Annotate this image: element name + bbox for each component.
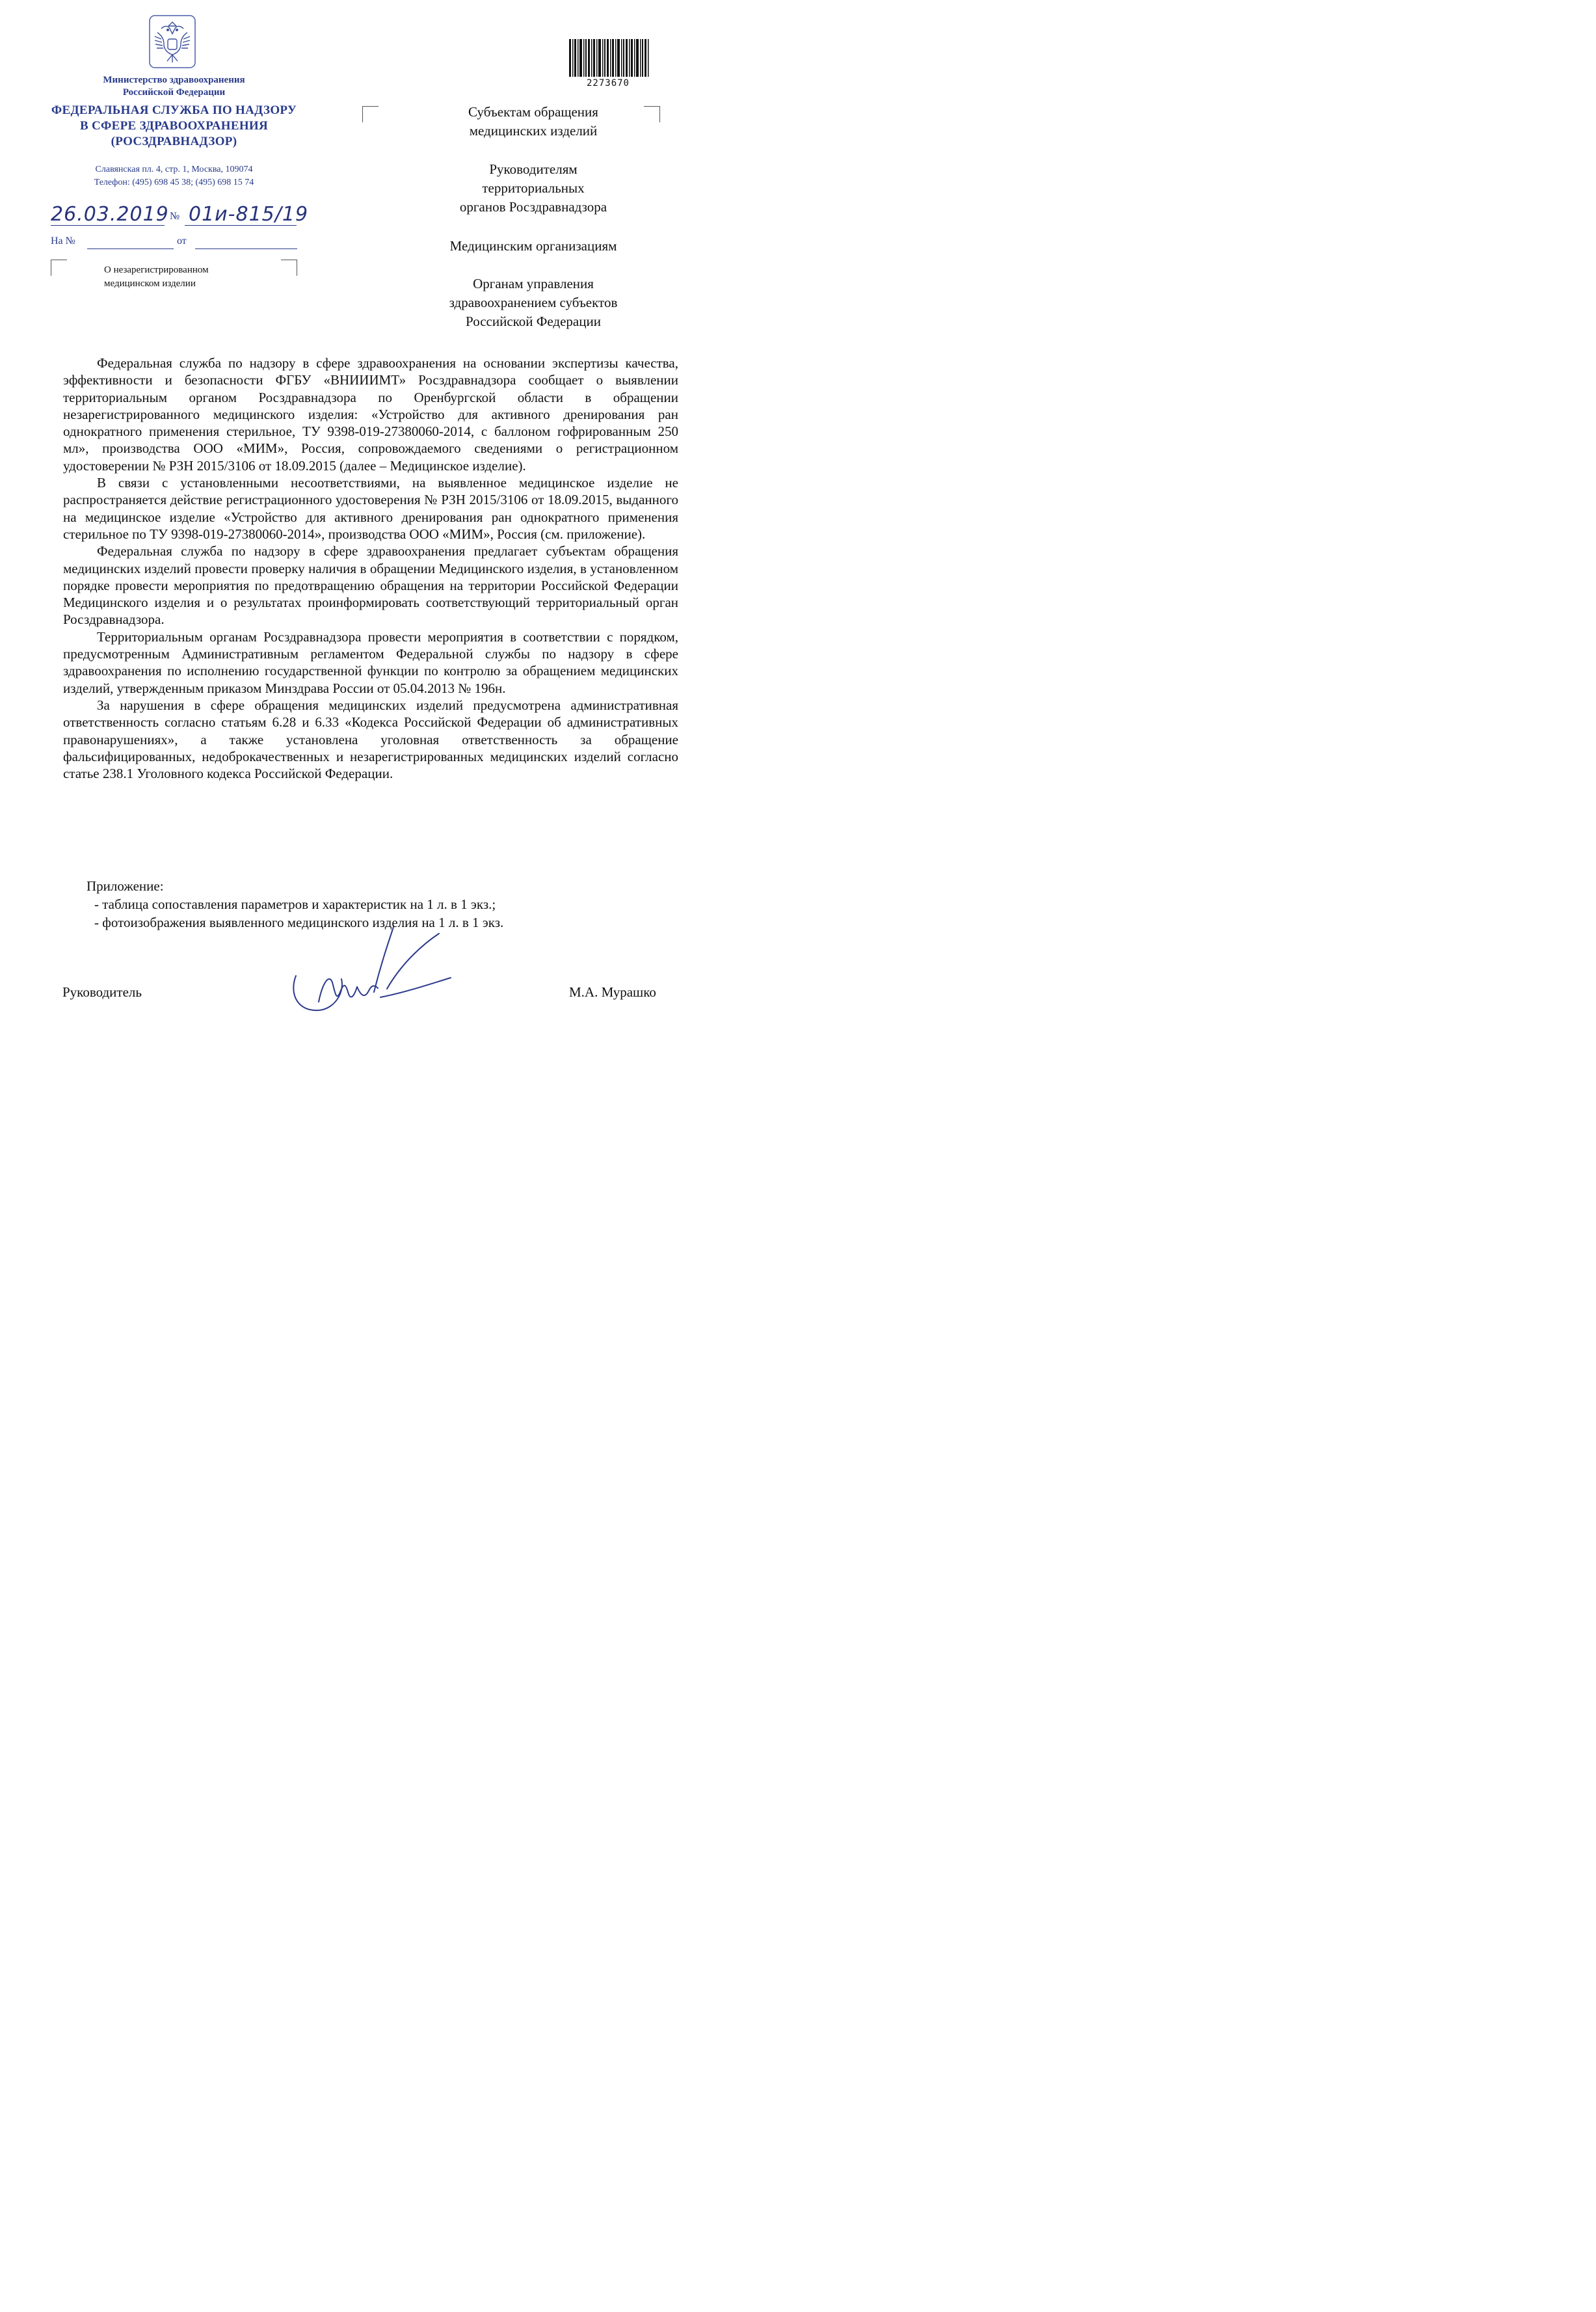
recipient-subjects	[397, 103, 670, 141]
document-date: 26.03.2019	[51, 203, 169, 226]
body-paragraph-4: Территориальным органам Росздравнадзора провести мероприятия в соответствии с порядком, предусмотренным Административным регламентом Федеральной службы по надзору в сфере здравоохранения по исполнению государственной функции по контролю за обращением медицинских изделий, утвержденным приказом Минздрава России от 05.04.2013 № 196н.	[63, 628, 678, 696]
subject-block	[104, 263, 273, 291]
phone-line: Телефон: (495) 698 45 38; (495) 698 15 74	[94, 178, 254, 187]
body-paragraph-2: В связи с установленными несоответствиями, на выявленное медицинское изделие не распространяется действие регистрационного удостоверения № РЗН 2015/3106 от 18.09.2015, выданного на медицинское изделие «Устройство для активного дренирования ран однократного применения стерильное по ТУ 9398-019-27380060-2014», производства ООО «МИМ», Россия (см. приложение).	[63, 475, 678, 542]
recipient-2-line-3: органов Росздравнадзора	[459, 199, 607, 215]
service-name	[39, 103, 309, 150]
attachment-item-2: - фотоизображения выявленного медицинского изделия на 1 л. в 1 экз.	[94, 915, 504, 930]
recipient-medical-orgs	[397, 237, 670, 256]
reference-underline	[87, 248, 174, 249]
body-paragraph-1: Федеральная служба по надзору в сфере здравоохранения на основании экспертизы качества, эффективности и безопасности ФГБУ «ВНИИИМТ» Росздравнадзора сообщает о выявлении территориальным органом Росздравнадзора по Оренбургской области в обращении незарегистрированного медицинского изделия: «Устройство для активного дренирования ран однократного применения стерильное, ТУ 9398-019-27380060-2014, с баллоном гофрированным 250 мл», производства ООО «МИМ», Россия, сопровождаемого сведениями о регистрационном удостоверении № РЗН 2015/3106 от 18.09.2015 (далее – Медицинское изделие).	[63, 355, 678, 474]
ministry-line-2: Российской Федерации	[122, 87, 226, 98]
subject-line-1: О незарегистрированном	[104, 265, 209, 275]
address-block	[39, 163, 309, 189]
body-paragraph-3: Федеральная служба по надзору в сфере здравоохранения предлагает субъектам обращения медицинских изделий провести проверку наличия в обращении Медицинского изделия, в установленном порядке провести мероприятия по предотвращению обращения на территории Российской Федерации Медицинского изделия и о результатах проинформировать соответствующий территориальный орган Росздравнадзора.	[63, 543, 678, 628]
from-label: от	[177, 235, 187, 247]
body-paragraph-5: За нарушения в сфере обращения медицинских изделий предусмотрена административная ответственность согласно статьям 6.28 и 6.33 «Кодекса Российской Федерации об административных правонарушениях», а также установлена уголовная ответственность за обращение фальсифицированных, недоброкачественных и незарегистрированных медицинских изделий согласно статье 238.1 Уголовного кодекса Российской Федерации.	[63, 697, 678, 782]
barcode	[553, 39, 663, 98]
recipient-2-line-2: территориальных	[482, 180, 585, 196]
subject-corner-right	[281, 260, 297, 276]
attachment-title: Приложение:	[86, 878, 164, 894]
date-underline	[51, 224, 165, 226]
subject-line-2: медицинском изделии	[104, 278, 196, 289]
ministry-line-1: Министерство здравоохранения	[103, 75, 245, 85]
recipient-3-line-1: Медицинским организациям	[449, 238, 617, 254]
coat-of-arms-emblem-icon	[148, 14, 196, 69]
address-line: Славянская пл. 4, стр. 1, Москва, 109074	[95, 165, 253, 174]
recipient-4-line-1: Органам управления	[473, 276, 594, 291]
number-underline	[185, 224, 297, 226]
recipient-2-line-1: Руководителям	[489, 161, 578, 177]
recipient-heads	[397, 160, 670, 217]
reference-label: На №	[51, 235, 75, 247]
recipient-1-line-2: медицинских изделий	[469, 123, 598, 139]
service-line-2: В СФЕРЕ ЗДРАВООХРАНЕНИЯ	[80, 119, 268, 133]
recipient-health-authorities	[397, 275, 670, 331]
recipient-4-line-2: здравоохранением субъектов	[449, 295, 618, 310]
handwritten-signature	[283, 921, 465, 1018]
barcode-bars-icon	[553, 39, 663, 77]
service-line-3: (РОСЗДРАВНАДЗОР)	[111, 135, 237, 148]
ministry-name	[39, 74, 309, 99]
barcode-number: 2273670	[586, 78, 630, 88]
recipient-4-line-3: Российской Федерации	[466, 314, 601, 329]
subject-corner-left	[51, 260, 67, 276]
signatory-role: Руководитель	[62, 984, 142, 1000]
from-underline	[195, 248, 297, 249]
attachment-item-1: - таблица сопоставления параметров и характеристик на 1 л. в 1 экз.;	[94, 896, 496, 912]
registration-number: 01и-815/19	[189, 203, 309, 226]
letter-body	[63, 355, 678, 782]
number-sign: №	[170, 211, 180, 222]
recipient-corner-left	[362, 106, 379, 122]
recipient-1-line-1: Субъектам обращения	[468, 104, 598, 120]
service-line-1: ФЕДЕРАЛЬНАЯ СЛУЖБА ПО НАДЗОРУ	[51, 103, 297, 117]
signatory-name: М.А. Мурашко	[569, 984, 656, 1000]
